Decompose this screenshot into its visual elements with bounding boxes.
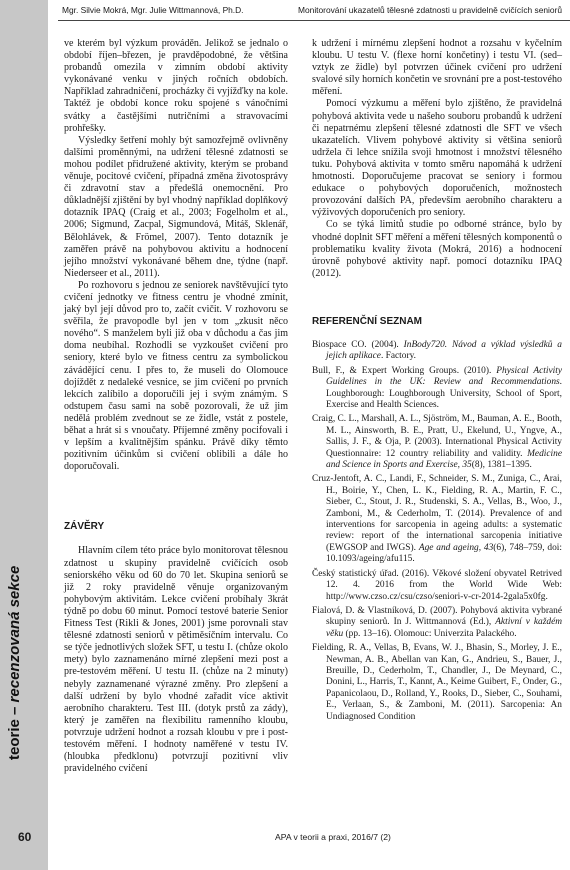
page-number: 60	[18, 830, 32, 844]
ref-text: (6), 748–759, doi: 10.1093/ageing/afu115.	[326, 542, 563, 565]
paragraph: Po rozhovoru s jednou ze seniorek navštěvující tyto cvičení jednotky ve fitness centru je vhodné zmínit, jaký byl její důvod pro to, začít cvičit. V rozhovoru se svěřila, že pravopodle byl jen v tom „zkusit něco nového“. S manželem byli již oba v důchodu a čas jim doma neubíhal. Rozhodli se vyzkoušet cvičení pro seniory, které bylo ve fitness centru za symbolickou závádějící cenu. I přes to, že museli do Olomouce dojíždět z nedaleké vesnice, se jim cvičení po prvních lekcích zalíbilo a doporučili jej i svým známým. S odstupem času sami na sobě pozorovali, že už jim nedělá problém zvednout se ze židle, vstát z postele, běhat a hrát si s vnoučaty. Příjemné změny pocifovali i v lepším a kvalitnějším spánku. Právě díky těmto pozitivním účinkům si cvičení oblibili a dále ho doporučovali.	[64, 279, 288, 473]
paragraph: k udržení i mírnému zlepšení hodnot a rozsahu v kyčelním kloubu. U testu V. (flexe horní končetiny) i testu VI. (sed–vztyk ze židle) byl potvrzen účinek cvičení pro udržení svalové síly horních končetin ve srovnání pre a post-testového měření.	[312, 38, 562, 98]
header-authors: Mgr. Silvie Mokrá, Mgr. Julie Wittmannová, Ph.D.	[62, 5, 244, 15]
references-heading: REFERENČNÍ SEZNAM	[312, 315, 423, 327]
reference-item	[312, 414, 562, 471]
ref-italic: Medicine and Science in Sports and Exercise, 35	[326, 448, 562, 471]
ref-text: . Factory.	[380, 351, 416, 362]
section-label	[6, 460, 23, 760]
reference-item	[312, 569, 562, 603]
reference-item	[312, 606, 562, 640]
reference-item	[312, 340, 562, 363]
ref-text: Biospace CO. (2004).	[312, 339, 404, 350]
section-label-a: teorie	[6, 719, 23, 760]
reference-item	[312, 474, 562, 565]
reference-item	[312, 643, 562, 723]
ref-italic: Age and ageing, 43	[418, 542, 494, 553]
paragraph: Výsledky šetření mohly být samozřejmě ovlivněny dalšími proměnnými, na udržení tělesné zdatnosti se mohou podílet přidružené aktivity, kterým se proband věnuje, pocitové cvičení, případná změna životosprávy či zdravotní stav a předešlá onemocnění. Pro důkladnější zjištění by byl vhodný například doplňkový dotazník IPAQ (Craig et al., 2003; Fogelholm et al., 2006; Sigmund, Zacpal, Sigmundová, Mitáš, Sklenář, Bělohlávek, & Frömel, 2007). Tento dotazník je zaměřen právě na pohybovou aktivitu a hodnocení jejího množství vykonávané během dne, týdne (např. Niederseer et al., 2011).	[64, 134, 288, 279]
header-rule	[58, 20, 570, 21]
section-label-b: recenzovaná sekce	[6, 565, 23, 703]
footer-journal: APA v teorii a praxi, 2016/7 (2)	[275, 832, 391, 842]
ref-text: (8), 1381–1395.	[471, 460, 532, 471]
ref-text: Cruz-Jentoft, A. C., Landi, F., Schneider, S. M., Zuniga, C., Arai, H., Boirie, Y., Chen, L. K., Fielding, R. A., Martin, F. C., Sieber, C., Stout, J. R., Studenski, S. A., Vellas, B., Woo, J., Zamboni, M., & Cederholm, T. (2014). Prevalence of and interventions for sarcopenia in ageing adults: a systematic review: report of the international sarcopenia initiative (EWGSOP and IWGS).	[312, 474, 562, 553]
right-column	[312, 38, 562, 726]
paragraph: Pomocí výzkumu a měření bylo zjištěno, že pravidelná pohybová aktivita vede u našeho souboru probandů k udržení či nepatrnému zlepšení tělesné zdatnosti dle SFT ve všech ukazatelích. Vlivem pohybové aktivity si většina seniorů udržela či lehce snížila svoji hmotnost i množství tělesného tuku. Pohybová aktivita v tomto směru napomáhá k udržení hmotnosti. Doporučujeme pracovat se seniory i formou edukace o pohybových doporučeních, možnostech provozování dalších PA, především aerobního charakteru a výživových doporučeních pro seniory.	[312, 98, 562, 219]
reference-item	[312, 366, 562, 412]
ref-text: . Loughborough: Loughborough University, School of Sport, Exercise and Health Sciences.	[326, 377, 562, 410]
ref-text: Český statistický úřad. (2016). Věkové složení obyvatel Retrived 12. 4. 2016 from the World Wide Web: http://www.czso.cz/csu/czso/seniori-v-cr-2014-2gala5x0fg.	[312, 568, 562, 602]
running-header	[0, 0, 570, 22]
reference-list	[312, 340, 562, 723]
paragraph: ve kterém byl výzkum prováděn. Jelikož se jednalo o období říjen–březen, je pravděpodobné, že většina probandů omezila v zimním období aktivity vykonávané venku v jiných ročních obdobích. Například zahradničení, procházky či vyjížďky na kole. Taktéž je období konce roku spojené s vánočními svátky a častějšími nutričními a stravovacími prohřešky.	[64, 38, 288, 134]
paragraph: Hlavním cílem této práce bylo monitorovat tělesnou zdatnost u skupiny pravidelně cvičících osob seniorského věku od 60 do 70 let. Skupina seniorů se již 2 roky pravidelně věnuje organizovaným pohybovým aktivitám. Lekce cvičení probíhaly 3krát týdně po dobu 60 minut. Pomocí testové baterie Senior Fitness Test (Rikli & Jones, 2001) jsme porovnali stav tělesné zdatnosti seniorů v pětiměsíčním intervalu. Co se týče jednotlivých složek SFT, u testu I. (chůze okolo mety) bylo zaznamenáno mírné zlepšení mezi post a pre-testovém měření. U testu II. (chůze na 2 minuty) nebyly zaznamenané výrazné změny. Pro zlepšení a další udržení by bylo vhodné zařadit více aktivit aerobního charakteru. Test III. (dotyk prstů za zády), který je zaměřen na flexibilitu ramenního kloubu, potvrzuje udržení hodnot a rozsah kloubu v pre i post-testovém měření. I hodnoty naměřené v testu IV. (hloubka předklonu) potvrzují pozitivní vliv pravidelného cvičení	[64, 545, 288, 775]
ref-italic: Aktivní v každém věku	[326, 617, 563, 639]
header-running-title: Monitorování ukazatelů tělesné zdatnosti u pravidelně cvičících seniorů	[298, 5, 562, 15]
ref-italic: Physical Activity Guidelines in the UK: Review and Recommendations	[326, 365, 562, 388]
section-sidebar	[0, 0, 48, 840]
ref-text: (pp. 13–16). Olomouc: Univerzita Palackého.	[343, 628, 517, 639]
ref-text: Fialová, D. & Vlastníková, D. (2007). Pohybová aktivita vybrané skupiny seniorů. In J. Wittmannová (Ed.),	[312, 605, 562, 628]
ref-text: Craig, C. L., Marshall, A. L., Sjöström, M., Bauman, A. E., Booth, M. L., Ainsworth, B. E., Pratt, U., Ekelund, U., Yngve, A., Sallis, J. F., & Oja, P. (2003). International Physical Activity Questionnaire: 12 country reliability and validity.	[312, 414, 562, 459]
ref-text: Fielding, R. A., Vellas, B, Evans, W. J., Bhasin, S., Morley, J. E., Newman, A. B., Abellan van Kan, G., Andrieu, S., Bauer, J., Breuille, D., Cederholm, T., Chandler, J., De Meynard, C., Donini, L., Harris, T., Kannt, A., Keime Guibert, F., Onder, G., Papanicolaou, D., Rolland, Y., Rooks, D., Sieber, C., Souhami, E., Verlaan, S., & Zamboni, M. (2011). Sarcopenia: An Undiagnosed Condition	[312, 643, 562, 722]
ref-text: Bull, F., & Expert Working Groups. (2010).	[312, 365, 497, 376]
ref-italic: InBody720. Návod a výklad výsledků a jejich aplikace	[326, 339, 562, 362]
left-column	[64, 38, 288, 775]
paragraph: Co se týká limitů studie po odborné stránce, bylo by vhodné doplnit SFT měření a měření tělesných komponentů o problematiku kvality života (Mokrá, 2016) a hodnocení úrovně pohybové aktivity např. pomocí dotazníku IPAQ (2012).	[312, 219, 562, 279]
section-label-dash: –	[6, 706, 23, 715]
section-heading: ZÁVĚRY	[64, 521, 105, 533]
